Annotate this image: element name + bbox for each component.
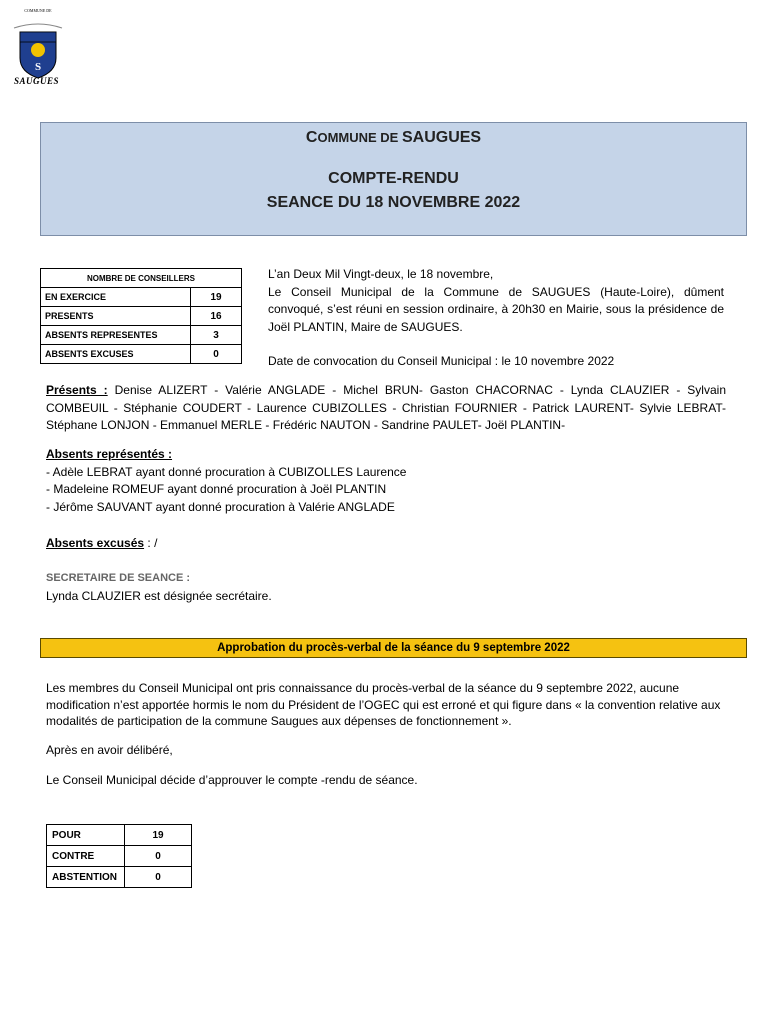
absents-representes-label: Absents représentés : (46, 447, 173, 461)
list-item: - Adèle LEBRAT ayant donné procuration à CUBIZOLLES Laurence (46, 464, 407, 479)
presents-label: Présents : (46, 383, 108, 397)
decision-text: Le Conseil Municipal décide d’approuver le compte -rendu de séance. (46, 773, 418, 787)
document-type: COMPTE-RENDU (328, 170, 459, 187)
commune-logo (10, 8, 66, 88)
shield-letter: S (34, 61, 42, 73)
table-row: ABSENTS EXCUSES 0 (41, 345, 242, 364)
table-row: CONTRE 0 (47, 846, 192, 867)
conseillers-title: NOMBRE DE CONSEILLERS (41, 269, 242, 288)
secretaire-text: Lynda CLAUZIER est désignée secrétaire. (46, 588, 272, 603)
intro-line: L’an Deux Mil Vingt-deux, le 18 novembre, (268, 267, 494, 281)
intro-text (268, 266, 724, 371)
logo-top-text: COMMUNE DE (24, 8, 52, 13)
table-row: ABSENTS REPRESENTES 3 (41, 326, 242, 345)
session-date: SEANCE DU 18 NOVEMBRE 2022 (266, 194, 521, 211)
list-item: - Madeleine ROMEUF ayant donné procuration à Joël PLANTIN (46, 482, 387, 496)
logo-name: SAUGUES (14, 76, 60, 86)
absents-representes-section (46, 446, 726, 516)
presents-section (46, 382, 726, 435)
absents-excuses-value: : / (144, 536, 158, 550)
secretaire-label: SECRETAIRE DE SEANCE : (46, 572, 191, 584)
coat-of-arms-icon (10, 20, 66, 82)
table-row: PRESENTS 16 (41, 307, 242, 326)
table-row: POUR 19 (47, 825, 192, 846)
intro-paragraph: Le Conseil Municipal de la Commune de SAUGUES (Haute-Loire), dûment convoqué, s’est réuni en session ordinaire, à 20h30 en Mairie, sous la présidence de Joël PLANTIN, Maire de SAUGUES. (268, 284, 724, 334)
commune-title: COMMUNE DE SAUGUES (305, 129, 482, 146)
convocation-date: Date de convocation du Conseil Municipal : le 10 novembre 2022 (268, 354, 615, 368)
presents-list: Denise ALIZERT - Valérie ANGLADE - Michel BRUN- Gaston CHACORNAC - Lynda CLAUZIER - Sylvain COMBEUIL - Stéphanie COUDERT - Laurence CUBIZOLLES - Christian FOURNIER - Patrick LAURENT- Sylvie LEBRAT- Stéphane LONJON - Emmanuel MERLE - Frédéric NAUTON - Sandrine PAULET- Joël PLANTIN- (46, 383, 726, 432)
table-row: ABSTENTION 0 (47, 867, 192, 888)
vote-table (46, 824, 192, 888)
document-header (40, 122, 747, 236)
approval-banner: Approbation du procès-verbal de la séance du 9 septembre 2022 (40, 638, 747, 658)
absents-excuses-section (46, 535, 726, 553)
secretaire-section (46, 570, 726, 605)
approval-paragraph: Les membres du Conseil Municipal ont pris connaissance du procès-verbal de la séance du 9 septembre 2022, aucune modification n’est apportée hormis le nom du Président de l’OGEC qui est erroné et qui figure dans « la convention relative aux modalités de participation de la commune Saugues aux dépenses de fonctionnement ». (46, 681, 721, 728)
list-item: - Jérôme SAUVANT ayant donné procuration à Valérie ANGLADE (46, 499, 395, 514)
conseillers-table (40, 268, 242, 364)
absents-excuses-label: Absents excusés (46, 536, 145, 550)
table-row: EN EXERCICE 19 (41, 288, 242, 307)
deliberation-text: Après en avoir délibéré, (46, 743, 173, 757)
